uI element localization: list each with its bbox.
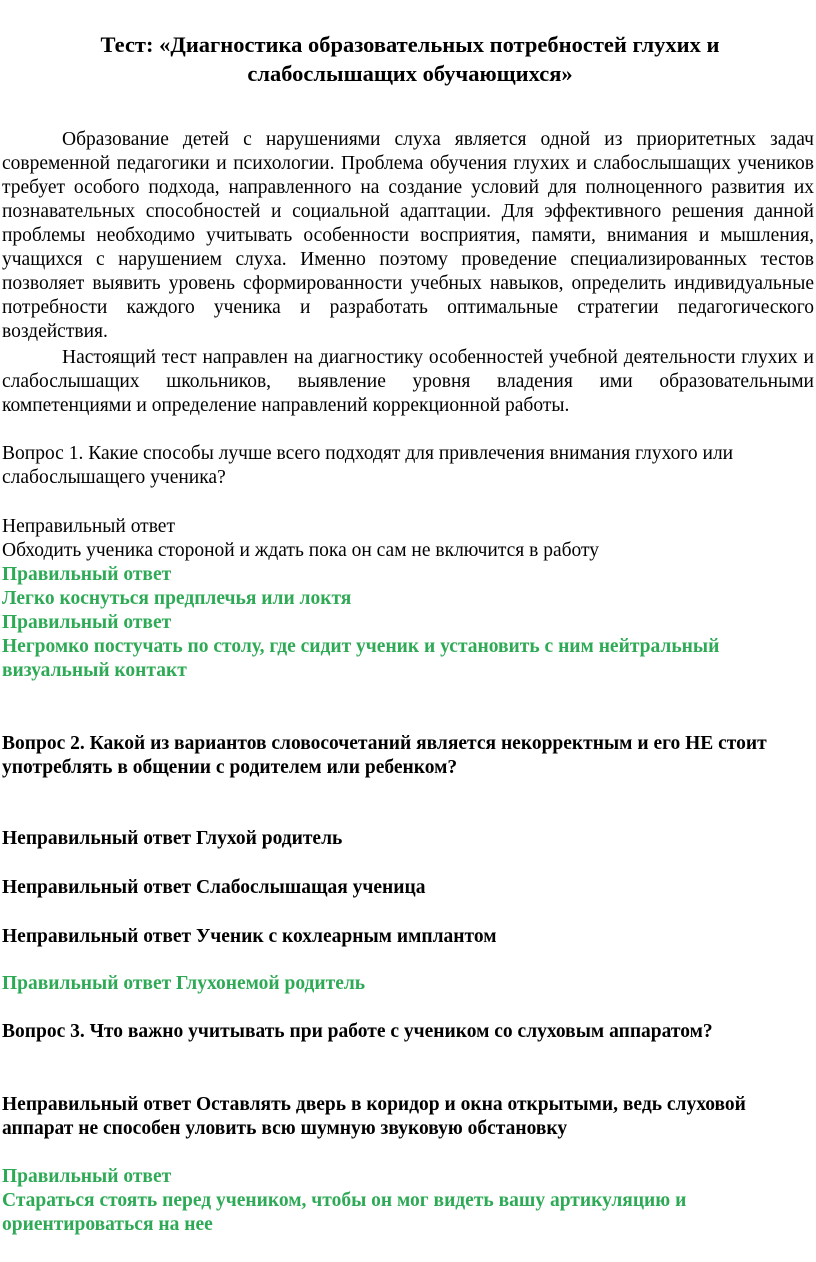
- question-3: Вопрос 3. Что важно учитывать при работе с учеником со слуховым аппаратом?: [2, 1021, 713, 1042]
- q1-answer-2-label: Правильный ответ: [2, 564, 172, 585]
- q3-answer-2-text: Стараться стоять перед учеником, чтобы он мог видеть вашу артикуляцию и ориентироваться на нее: [2, 1190, 687, 1235]
- q3-answer-2-label: Правильный ответ: [2, 1166, 172, 1187]
- question-1: Вопрос 1. Какие способы лучше всего подходят для привлечения внимания глухого или слабослышащего ученика?: [2, 443, 734, 488]
- q1-answer-1-label: Неправильный ответ: [2, 516, 175, 537]
- q2-answer-3: Неправильный ответ Ученик с кохлеарным имплантом: [2, 926, 497, 947]
- question-2: Вопрос 2. Какой из вариантов словосочетаний является некорректным и его НЕ стоит употреблять в общении с родителем или ребенком?: [2, 733, 767, 778]
- q1-answer-3-text: Негромко постучать по столу, где сидит ученик и установить с ним нейтральный визуальный контакт: [2, 636, 720, 681]
- q2-answer-2: Неправильный ответ Слабослышащая ученица: [2, 877, 426, 898]
- intro-paragraph-2: Настоящий тест направлен на диагностику особенностей учебной деятельности глухих и слабослышащих школьников, выявление уровня владения ими образовательными компетенциями и определение направлений коррекционной работы.: [2, 347, 814, 416]
- q2-answer-1: Неправильный ответ Глухой родитель: [2, 828, 343, 849]
- q2-answer-4: Правильный ответ Глухонемой родитель: [2, 973, 366, 994]
- q1-answer-2-text: Легко коснуться предплечья или локтя: [2, 588, 352, 609]
- q3-answer-1: Неправильный ответ Оставлять дверь в коридор и окна открытыми, ведь слуховой аппарат не способен уловить всю шумную звуковую обстановку: [2, 1094, 746, 1139]
- intro-paragraph-1: Образование детей с нарушениями слуха является одной из приоритетных задач современной педагогики и психологии. Проблема обучения глухих и слабослышащих учеников требует особого подхода, направленного на создание условий для полноценного развития их познавательных способностей и социальной адаптации. Для эффективного решения данной проблемы необходимо учитывать особенности восприятия, памяти, внимания и мышления, учащихся с нарушением слуха. Именно поэтому проведение специализированных тестов позволяет выявить уровень сформированности учебных навыков, определить индивидуальные потребности каждого ученика и разработать оптимальные стратегии педагогического воздействия.: [2, 129, 814, 342]
- q1-answer-1-text: Обходить ученика стороной и ждать пока он сам не включится в работу: [2, 540, 600, 561]
- q1-answer-3-label: Правильный ответ: [2, 612, 172, 633]
- document-title: Тест: «Диагностика образовательных потребностей глухих и слабослышащих обучающихся»: [100, 32, 720, 86]
